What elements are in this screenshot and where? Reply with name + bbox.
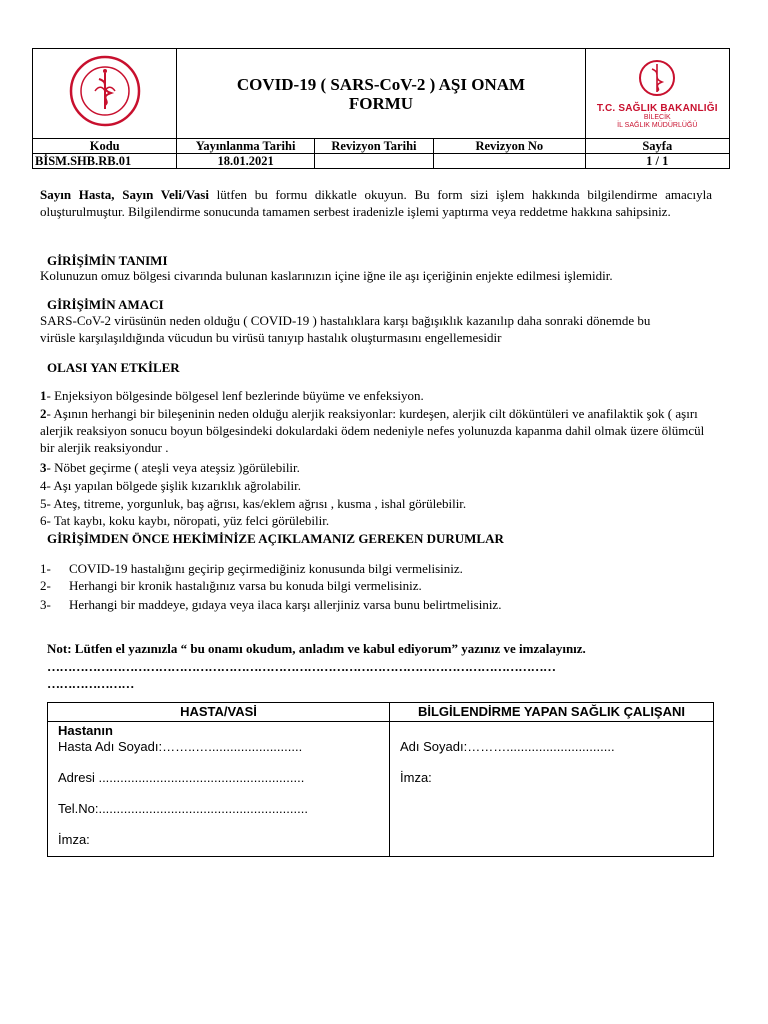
staff-signature-cell xyxy=(390,722,714,857)
disclose-title: GİRİŞİMDEN ÖNCE HEKİMİNİZE AÇIKLAMANIZ GEREKEN DURUMLAR xyxy=(47,531,504,546)
patient-phone-field[interactable]: Tel.No:.......................................................... xyxy=(58,801,308,816)
left-logo-cell xyxy=(33,49,177,139)
side-effects-title: OLASI YAN ETKİLER xyxy=(47,360,180,375)
purpose-title: GİRİŞİMİN AMACI xyxy=(47,297,164,312)
value-code: BİSM.SHB.RB.01 xyxy=(33,154,177,169)
staff-name-field[interactable]: Adı Soyadı:……….............................. xyxy=(400,739,615,754)
note-dots-line2[interactable]: ………………… xyxy=(47,676,134,691)
side-effect-item: 4- Aşı yapılan bölgede şişlik kızarıklık ağrolabilir. xyxy=(40,478,302,493)
side-effect-item: 1- Enjeksiyon bölgesinde bölgesel lenf bezlerinde büyüme ve enfeksiyon. xyxy=(40,388,424,403)
col-header-publish-date: Yayınlanma Tarihi xyxy=(177,139,314,154)
col-header-revision-date: Revizyon Tarihi xyxy=(314,139,433,154)
patient-signature-cell xyxy=(48,722,390,857)
disclose-item: 2- Herhangi bir kronik hastalığınız varsa bu konuda bilgi vermelisiniz. xyxy=(40,578,422,593)
form-title-line2: FORMU xyxy=(348,93,414,113)
staff-signature-field[interactable]: İmza: xyxy=(400,770,432,785)
col-header-revision-no: Revizyon No xyxy=(434,139,585,154)
note-dots-line1[interactable]: …………………………………………………………………………………………………………… xyxy=(47,659,556,674)
purpose-line2: virüsle karşılaşıldığında vücudun bu virüsü tanıyıp hastalık oluşturmasını engellemesidir xyxy=(40,330,502,345)
value-revision-no xyxy=(434,154,585,169)
header-table xyxy=(32,48,730,169)
purpose-line1: SARS-CoV-2 virüsünün neden olduğu ( COVID-19 ) hastalıklara karşı bağışıklık kazanılıp daha sonraki dönemde bu xyxy=(40,313,651,328)
side-effect-item: 5- Ateş, titreme, yorgunluk, baş ağrısı, kas/eklem ağrısı , kusma , ishal görülebilir. xyxy=(40,496,467,511)
patient-subtitle: Hastanın xyxy=(58,723,113,738)
right-logo-cell xyxy=(585,49,729,139)
ministry-logo-icon xyxy=(635,58,679,98)
ministry-name: T.C. SAĞLIK BAKANLIĞI xyxy=(596,102,718,114)
intro-salutation: Sayın Hasta, Sayın Veli/Vasi xyxy=(40,187,209,202)
ministry-city: BİLECİK xyxy=(643,113,671,121)
note-text: Not: Lütfen el yazınızla “ bu onamı okudum, anladım ve kabul ediyorum” yazınız ve imzalayınız. xyxy=(47,641,586,656)
side-effect-item: 3- Nöbet geçirme ( ateşli veya ateşsiz )görülebilir. xyxy=(40,460,300,475)
ministry-unit: İL SAĞLIK MÜDÜRLÜĞÜ xyxy=(617,121,698,129)
form-title xyxy=(177,49,585,139)
value-revision-date xyxy=(314,154,433,169)
col-header-code: Kodu xyxy=(33,139,177,154)
disclose-item: 1- COVID-19 hastalığını geçirip geçirmediğiniz konusunda bilgi vermelisiniz. xyxy=(40,561,463,576)
patient-signature-field[interactable]: İmza: xyxy=(58,832,90,847)
side-effect-item: 6- Tat kaybı, koku kaybı, nöropati, yüz felci görülebilir. xyxy=(40,513,330,528)
disclose-item: 3- Herhangi bir maddeye, gıdaya veya ilaca karşı allerjiniz varsa bunu belirtmelisiniz. xyxy=(40,597,502,612)
form-title-line1: COVID-19 ( SARS-CoV-2 ) AŞI ONAM xyxy=(236,74,526,94)
value-publish-date: 18.01.2021 xyxy=(177,154,314,169)
signature-table xyxy=(47,702,714,857)
intro-text: lütfen bu formu dikkatle okuyun. Bu form sizi işlem hakkında bilgilendirme amacıyla oluşturulmuştur. Bilgilendirme sonucunda tamamen serbest iradenizle işlemi yaptırma veya reddetme hakkına sahipsiniz. xyxy=(40,187,713,219)
patient-column-header: HASTA/VASİ xyxy=(48,703,390,722)
intro-paragraph xyxy=(40,186,712,220)
ministry-seal-icon xyxy=(55,51,155,131)
side-effect-item: 2- Aşının herhangi bir bileşeninin neden olduğu alerjik reaksiyonlar: kurdeşen, alerjik cilt döküntüleri ve anafilaktik şok ( aşırı alerjik reaksiyon sonucu boyun bölgesindeki dokulardaki ödem nedeniyle nefes yolunuzda kapanma dahil olmak üzere ölümcül bir alerjik reaksiyondur . xyxy=(40,406,705,455)
patient-name-field[interactable]: Hasta Adı Soyadı:……..….......................... xyxy=(58,739,303,754)
definition-text: Kolunuzun omuz bölgesi civarında bulunan kaslarınızın içine iğne ile aşı içeriğinin enjekte edilmesi işlemidir. xyxy=(40,268,613,283)
value-page: 1 / 1 xyxy=(585,154,729,169)
patient-address-field[interactable]: Adresi ......................................................... xyxy=(58,770,305,785)
staff-column-header: BİLGİLENDİRME YAPAN SAĞLIK ÇALIŞANI xyxy=(390,703,714,722)
definition-title: GİRİŞİMİN TANIMI xyxy=(47,253,168,268)
col-header-page: Sayfa xyxy=(585,139,729,154)
